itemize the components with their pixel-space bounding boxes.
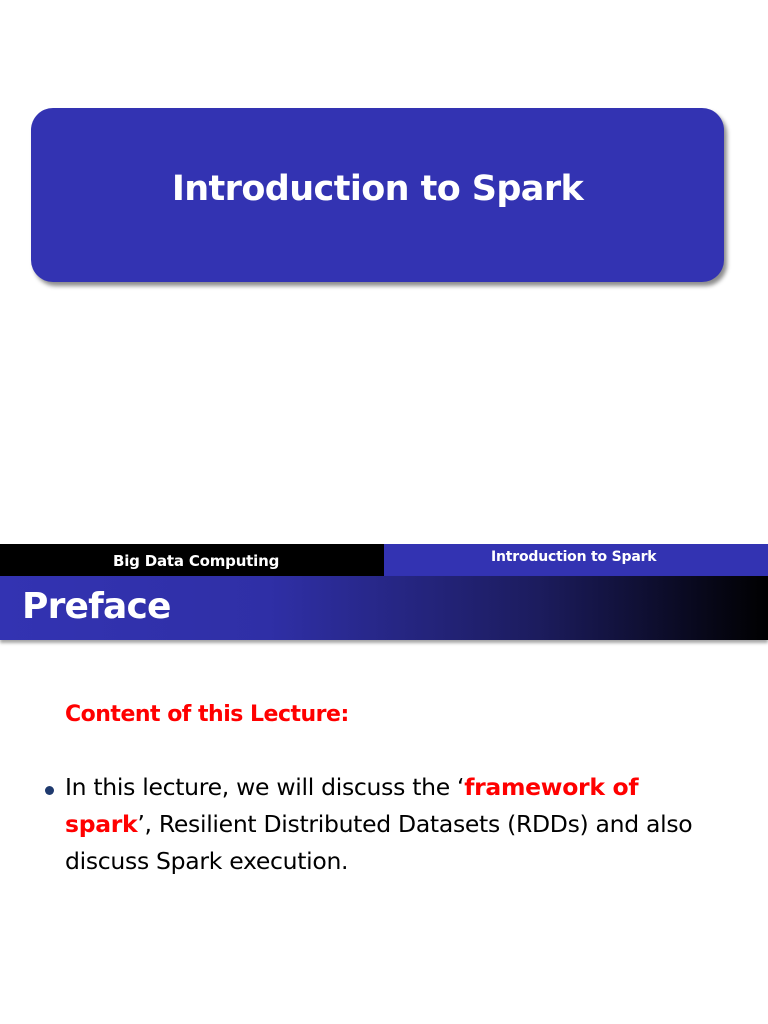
slide-title-text: Introduction to Spark — [171, 169, 584, 209]
slide-heading: Preface — [22, 586, 171, 627]
bullet-highlight-1: framework of — [464, 773, 639, 801]
course-name: Big Data Computing — [113, 552, 280, 570]
section-heading: Content of this Lecture: — [65, 702, 349, 727]
bullet-line1-prefix: In this lecture, we will discuss the ‘ — [65, 773, 465, 801]
bullet-line3: discuss Spark execution. — [65, 847, 349, 875]
header-left — [0, 544, 384, 576]
slide-preface — [0, 544, 768, 1024]
header-strip — [0, 544, 768, 576]
title-bar — [0, 576, 768, 640]
bullet-highlight-2: spark — [65, 810, 138, 838]
bullet-line2-suffix: ’, Resilient Distributed Datasets (RDDs) and also — [137, 810, 693, 838]
bullet-icon — [45, 786, 54, 795]
header-right — [384, 544, 768, 576]
title-box — [31, 108, 724, 282]
bullet-text — [65, 769, 755, 880]
lecture-name: Introduction to Spark — [491, 549, 657, 565]
